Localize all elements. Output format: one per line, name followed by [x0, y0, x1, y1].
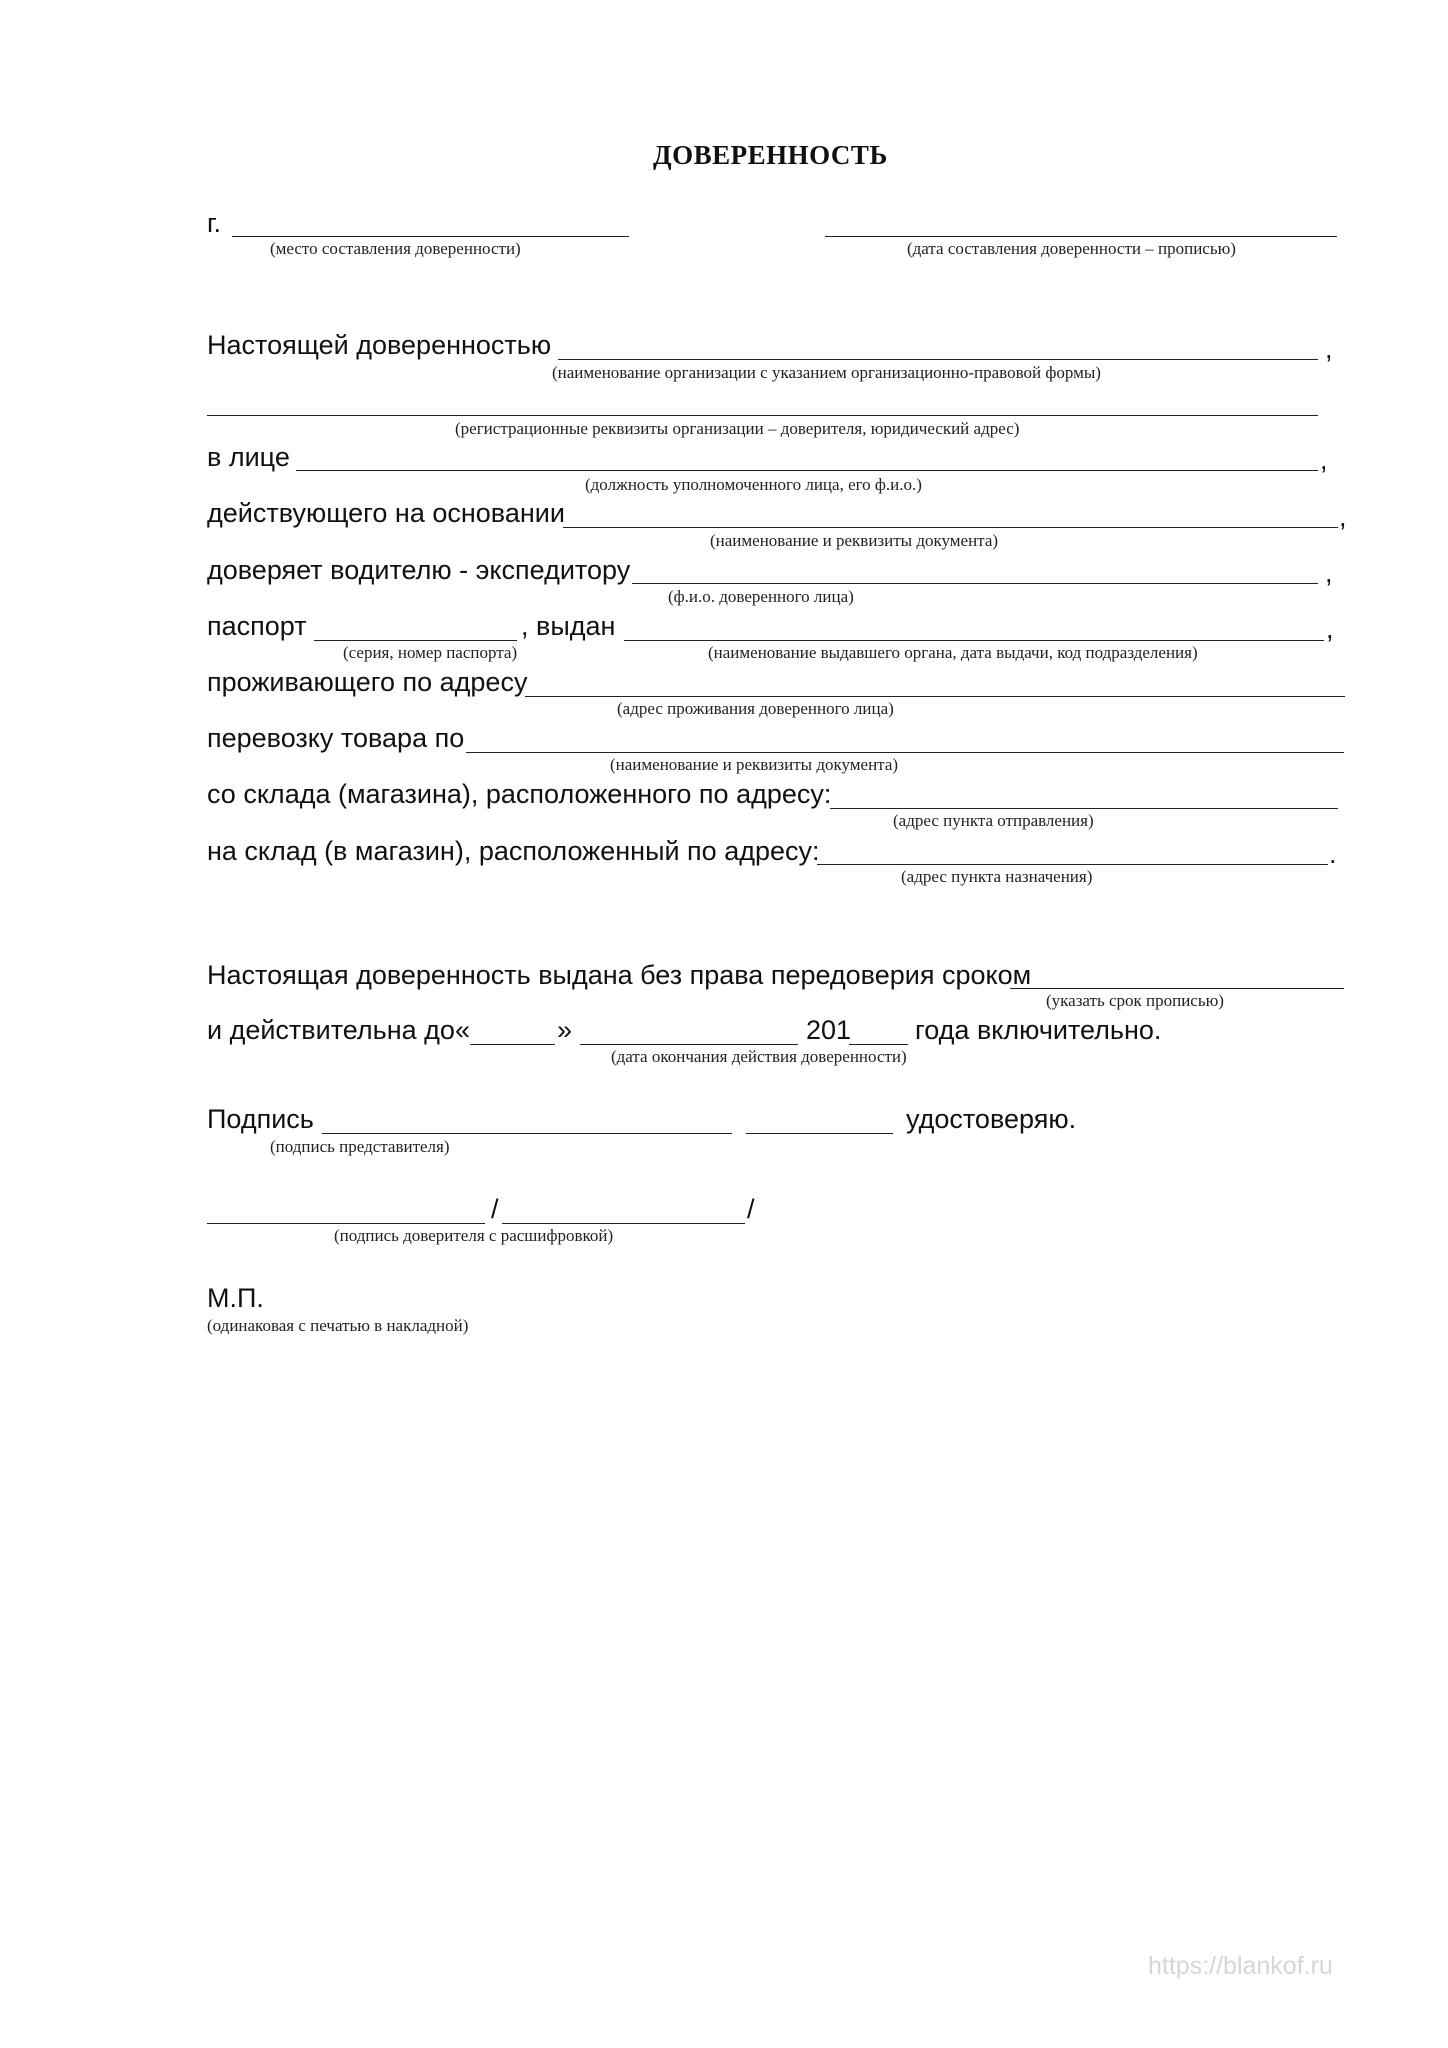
- signature-label: Подпись: [207, 1104, 314, 1134]
- quote-open: «: [455, 1015, 471, 1045]
- principal-signature-field[interactable]: [207, 1223, 485, 1224]
- person-label: в лице: [207, 442, 290, 472]
- term-label: Настоящая доверенность выдана без права передоверия сроком: [207, 960, 1032, 990]
- to-field[interactable]: [817, 864, 1328, 865]
- to-period: .: [1329, 839, 1337, 869]
- basis-field[interactable]: [563, 527, 1338, 528]
- principal-name-field[interactable]: [502, 1223, 745, 1224]
- year-prefix: 201: [806, 1015, 852, 1045]
- stamp-label: М.П.: [207, 1283, 264, 1313]
- year-suffix: года включительно.: [915, 1015, 1162, 1045]
- person-comma: ,: [1320, 445, 1328, 475]
- person-caption: (должность уполномоченного лица, его ф.и.о.): [585, 475, 922, 494]
- to-label: на склад (в магазин), расположенный по адресу:: [207, 836, 820, 866]
- term-field[interactable]: [1010, 988, 1344, 989]
- issued-comma: ,: [1326, 614, 1334, 644]
- certify-label: удостоверяю.: [906, 1104, 1077, 1134]
- person-field[interactable]: [296, 470, 1318, 471]
- month-field[interactable]: [580, 1044, 798, 1045]
- document-title: ДОВЕРЕННОСТЬ: [653, 140, 888, 170]
- term-caption: (указать срок прописью): [1046, 991, 1224, 1010]
- org-caption: (наименование организации с указанием организационно-правовой формы): [552, 363, 1101, 382]
- slash-right: /: [747, 1194, 755, 1224]
- transport-field[interactable]: [466, 752, 1344, 753]
- basis-caption: (наименование и реквизиты документа): [710, 531, 999, 550]
- place-caption: (место составления доверенности): [270, 239, 521, 258]
- stamp-caption: (одинаковая с печатью в накладной): [207, 1316, 469, 1335]
- rep-caption: (подпись представителя): [270, 1137, 450, 1156]
- driver-label: доверяет водителю - экспедитору: [207, 555, 631, 585]
- watermark-link: https://blankof.ru: [1148, 1952, 1333, 1980]
- address-field[interactable]: [525, 696, 1345, 697]
- date-field[interactable]: [825, 236, 1337, 237]
- reg-caption: (регистрационные реквизиты организации – доверителя, юридический адрес): [455, 419, 1020, 438]
- year-field[interactable]: [849, 1044, 908, 1045]
- driver-caption: (ф.и.о. доверенного лица): [668, 587, 854, 606]
- org-label: Настоящей доверенностью: [207, 330, 552, 360]
- passport-field[interactable]: [314, 640, 517, 641]
- driver-field[interactable]: [632, 583, 1318, 584]
- rep-signature-field[interactable]: [322, 1133, 732, 1134]
- day-field[interactable]: [470, 1044, 555, 1045]
- rep-initials-field[interactable]: [746, 1133, 893, 1134]
- from-label: со склада (магазина), расположенного по адресу:: [207, 779, 832, 809]
- to-caption: (адрес пункта назначения): [901, 867, 1093, 886]
- passport-caption: (серия, номер паспорта): [343, 643, 518, 662]
- basis-label: действующего на основании: [207, 498, 565, 528]
- issued-caption: (наименование выдавшего органа, дата выдачи, код подразделения): [708, 643, 1198, 662]
- date-caption: (дата составления доверенности – прописью): [907, 239, 1236, 258]
- address-caption: (адрес проживания доверенного лица): [617, 699, 894, 718]
- org-comma: ,: [1325, 334, 1333, 364]
- place-field[interactable]: [232, 236, 629, 237]
- issued-field[interactable]: [624, 640, 1324, 641]
- from-caption: (адрес пункта отправления): [893, 811, 1094, 830]
- slash-left: /: [491, 1194, 499, 1224]
- address-label: проживающего по адресу: [207, 667, 528, 697]
- reg-field[interactable]: [207, 415, 1318, 416]
- principal-caption: (подпись доверителя с расшифровкой): [334, 1226, 614, 1245]
- basis-comma: ,: [1339, 502, 1347, 532]
- city-prefix: г.: [207, 208, 222, 238]
- driver-comma: ,: [1325, 558, 1333, 588]
- passport-label: паспорт: [207, 611, 307, 641]
- from-field[interactable]: [830, 808, 1338, 809]
- org-field[interactable]: [558, 359, 1318, 360]
- transport-label: перевозку товара по: [207, 723, 465, 753]
- issued-label: , выдан: [521, 611, 616, 641]
- valid-caption: (дата окончания действия доверенности): [611, 1047, 907, 1066]
- transport-caption: (наименование и реквизиты документа): [610, 755, 899, 774]
- quote-close: »: [557, 1015, 573, 1045]
- valid-until-label: и действительна до: [207, 1015, 455, 1045]
